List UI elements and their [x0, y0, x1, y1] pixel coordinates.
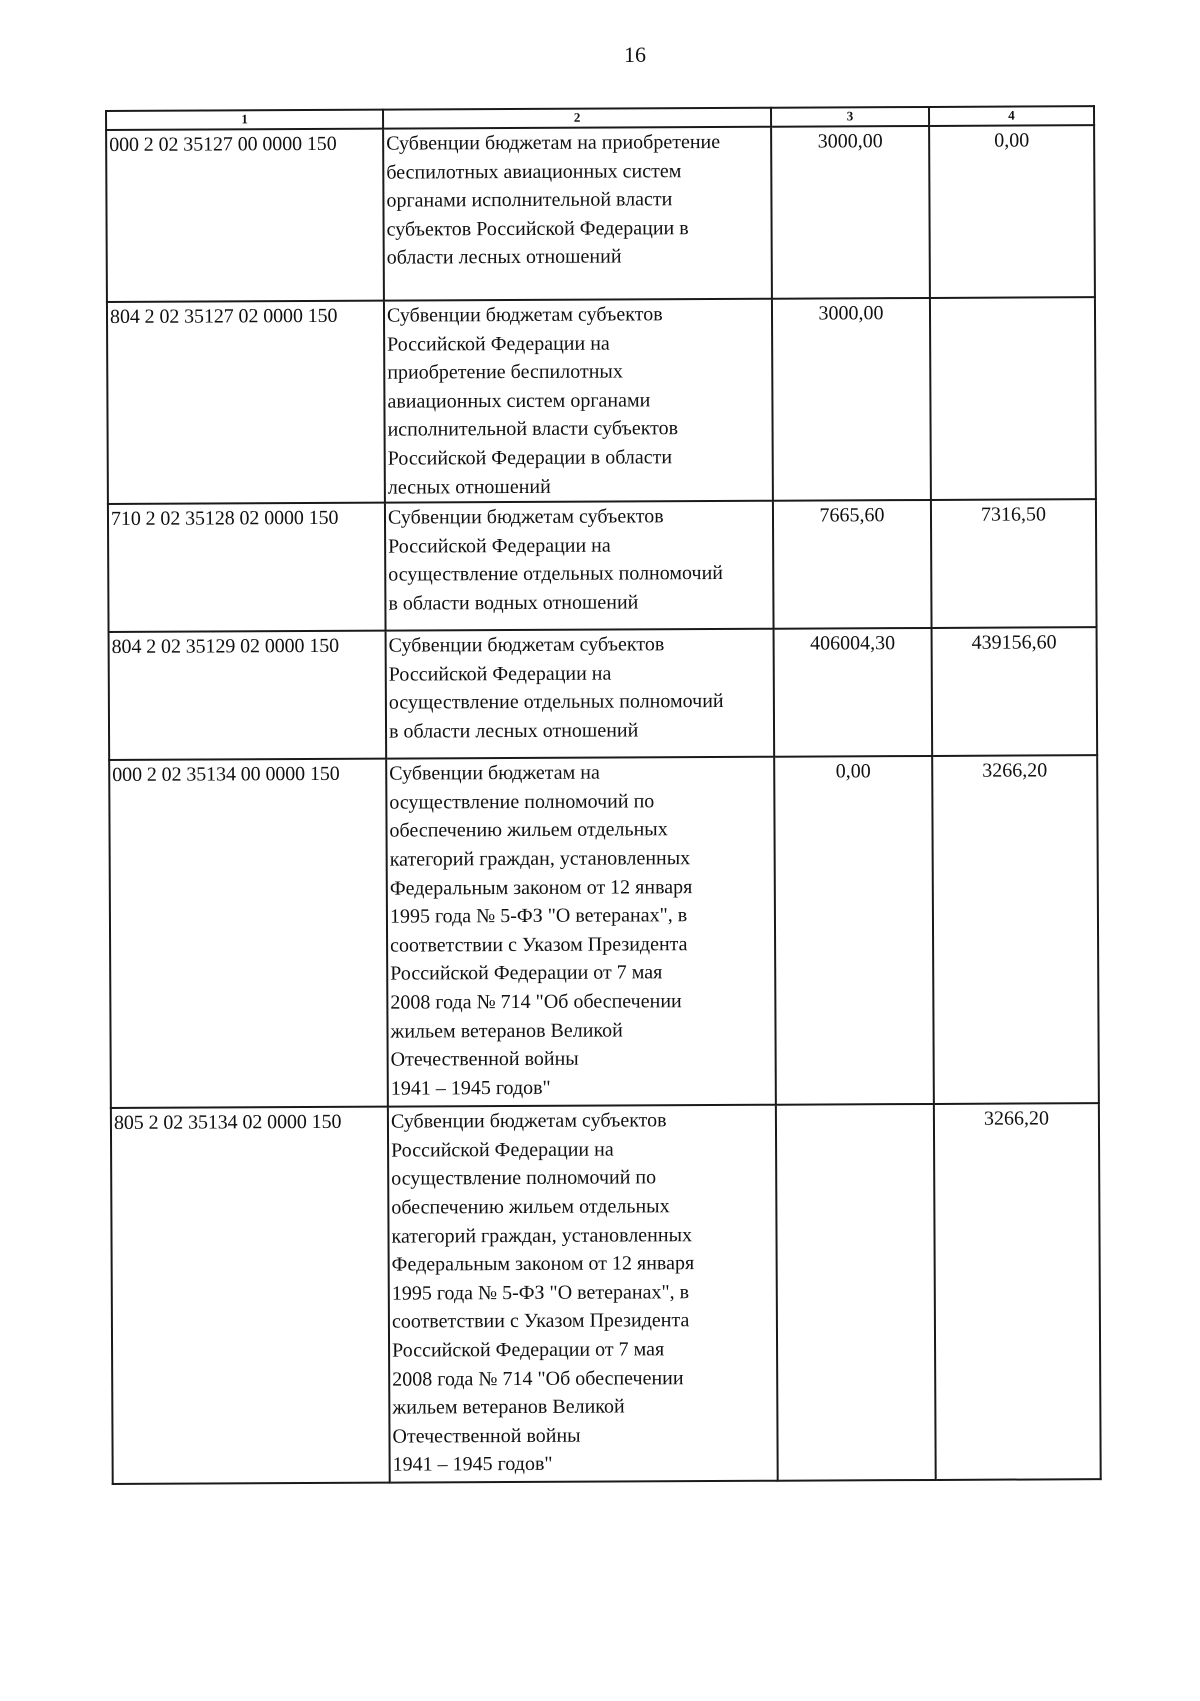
column-header-1: 1 [106, 110, 383, 130]
value-col3-cell: 3000,00 [772, 298, 931, 501]
value-col4-cell [930, 297, 1096, 500]
description-cell: Субвенции бюджетам субъектов Российской Федерации на приобретение беспилотных авиационных систем органами исполнительной власти субъектов Российской Федерации в области лесных отношений [384, 299, 773, 503]
description-cell: Субвенции бюджетам субъектов Российской Федерации на осуществление полномочий по обеспечению жильем отдельных категорий граждан, установленных Федеральным законом от 12 января 1995 года № 5-ФЗ "О ветеранах", в соответствии с Указом Президента Российской Федерации от 7 мая 2008 года № 714 "Об обеспечении жильем ветеранов Великой Отечественной войны 1941 – 1945 годов" [388, 1105, 778, 1483]
table-row [107, 297, 1096, 504]
description-cell: Субвенции бюджетам субъектов Российской Федерации на осуществление отдельных полномочий в области водных отношений [385, 501, 774, 631]
table-row [109, 627, 1098, 760]
description-cell: Субвенции бюджетам на осуществление полномочий по обеспечению жильем отдельных категорий граждан, установленных Федеральным законом от 12 января 1995 года № 5-ФЗ "О ветеранах", в соответствии с Указом Президента Российской Федерации от 7 мая 2008 года № 714 "Об обеспечении жильем ветеранов Великой Отечественной войны 1941 – 1945 годов" [386, 757, 776, 1107]
page-number: 16 [624, 42, 646, 67]
table-row [111, 1103, 1101, 1484]
value-col3-cell: 406004,30 [774, 628, 933, 757]
value-col4-cell: 439156,60 [932, 627, 1098, 756]
value-col4-cell: 0,00 [929, 125, 1095, 298]
value-col3-cell: 7665,60 [773, 500, 932, 629]
table-row [108, 499, 1097, 632]
table-row [106, 125, 1095, 302]
value-col3-cell [776, 1104, 936, 1481]
budget-code-cell: 805 2 02 35134 02 0000 150 [111, 1107, 390, 1484]
value-col3-cell: 0,00 [774, 756, 934, 1105]
budget-table [105, 105, 1102, 1485]
value-col4-cell: 3266,20 [932, 755, 1099, 1104]
budget-code-cell: 000 2 02 35134 00 0000 150 [109, 759, 388, 1108]
value-col4-cell: 7316,50 [931, 499, 1097, 628]
value-col4-cell: 3266,20 [934, 1103, 1101, 1480]
value-col3-cell: 3000,00 [771, 126, 930, 299]
column-header-2: 2 [383, 108, 771, 129]
budget-code-cell: 804 2 02 35129 02 0000 150 [109, 631, 387, 760]
budget-code-cell: 804 2 02 35127 02 0000 150 [107, 301, 385, 505]
budget-code-cell: 710 2 02 35128 02 0000 150 [108, 503, 386, 632]
column-header-3: 3 [771, 107, 929, 127]
description-cell: Субвенции бюджетам субъектов Российской Федерации на осуществление отдельных полномочий в области лесных отношений [386, 629, 775, 759]
column-header-4: 4 [929, 106, 1094, 126]
description-cell: Субвенции бюджетам на приобретение беспилотных авиационных систем органами исполнительной власти субъектов Российской Федерации в области лесных отношений [383, 127, 772, 301]
budget-code-cell: 000 2 02 35127 00 0000 150 [106, 129, 384, 302]
table-row [109, 755, 1099, 1108]
